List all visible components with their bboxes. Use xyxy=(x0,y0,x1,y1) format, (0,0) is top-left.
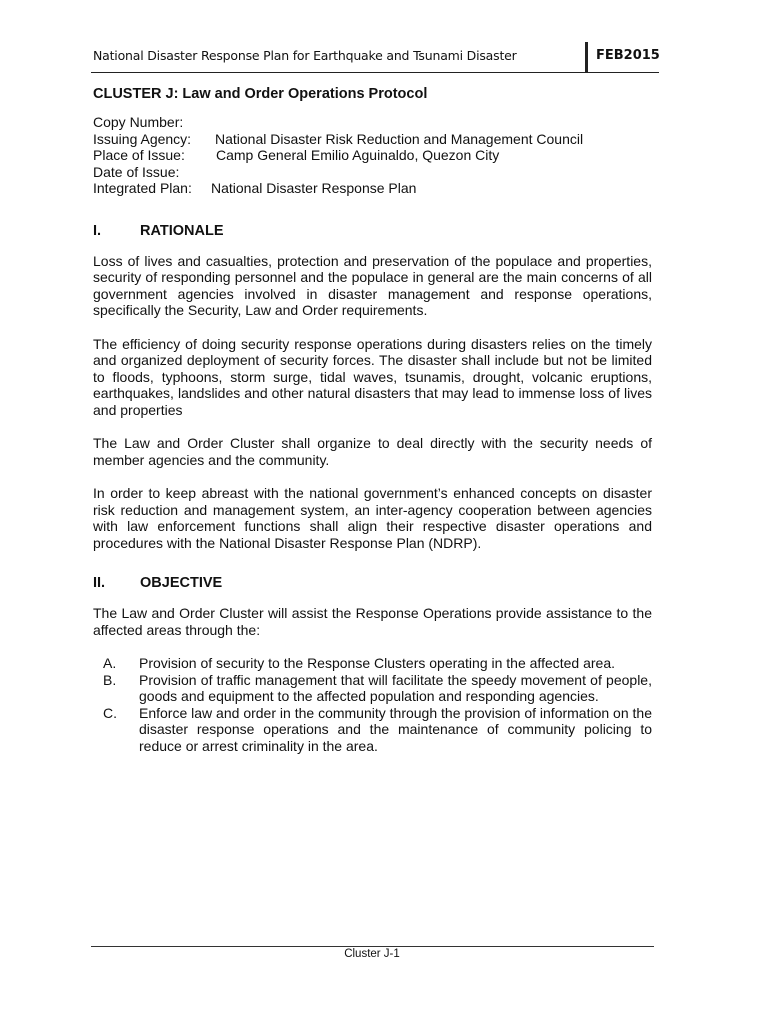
cluster-title: CLUSTER J: Law and Order Operations Protocol xyxy=(93,86,428,102)
integrated-value: National Disaster Response Plan xyxy=(211,180,417,196)
footer-rule xyxy=(91,946,654,947)
meta-integrated-plan xyxy=(93,180,652,197)
rationale-paragraph-1: Loss of lives and casualties, protection and preservation of the populace and properties, security of responding personnel and the populace in general are the main concerns of all government agencies involved in disaster management and response operations, specifically the Security, Law and Order requirements. xyxy=(93,252,652,318)
list-item xyxy=(93,705,652,755)
meta-copy-number xyxy=(93,114,652,131)
list-marker: A. xyxy=(103,655,117,671)
page-header xyxy=(91,42,659,73)
list-marker: B. xyxy=(103,671,117,688)
copy-number-label: Copy Number: xyxy=(93,114,184,130)
section-heading-objective xyxy=(93,575,652,591)
meta-place-of-issue xyxy=(93,147,652,164)
document-metadata xyxy=(93,114,652,197)
section-number: II. xyxy=(93,575,106,591)
rationale-paragraph-3: The Law and Order Cluster shall organize to deal directly with the security needs of member agencies and the community. xyxy=(93,435,652,468)
page-number: Cluster J-1 xyxy=(344,948,400,960)
section-title: OBJECTIVE xyxy=(140,575,223,591)
issuing-agency-label: Issuing Agency: xyxy=(93,130,192,147)
rationale-paragraph-4: In order to keep abreast with the national government’s enhanced concepts on disaster risk reduction and management system, an inter-agency cooperation between agencies with law enforcement functions shall align their respective disaster operations and procedures with the National Disaster Response Plan (NDRP). xyxy=(93,485,652,551)
section-heading-rationale xyxy=(93,223,652,239)
list-item xyxy=(93,655,652,672)
header-divider xyxy=(585,42,588,73)
list-item-text: Provision of traffic management that will facilitate the speedy movement of people, goods and equipment to the affected population and responding agencies. xyxy=(139,671,652,704)
list-marker: C. xyxy=(103,704,117,721)
header-title: National Disaster Response Plan for Earthquake and Tsunami Disaster xyxy=(93,48,517,63)
objective-list xyxy=(93,655,652,754)
rationale-paragraph-2: The efficiency of doing security response operations during disasters relies on the timely and organized deployment of security forces. The disaster shall include but not be limited to floods, typhoons, storm surge, tidal waves, tsunamis, drought, volcanic eruptions, earthquakes, landslides and other natural disasters that may lead to immense loss of lives and properties xyxy=(93,335,652,418)
place-value: Camp General Emilio Aguinaldo, Quezon City xyxy=(216,147,500,163)
issuing-agency-value: National Disaster Risk Reduction and Management Council xyxy=(215,130,584,147)
date-label: Date of Issue: xyxy=(93,163,180,180)
meta-issuing-agency xyxy=(93,131,652,148)
page-footer xyxy=(0,948,768,960)
document-body xyxy=(93,86,652,754)
header-date: FEB2015 xyxy=(596,48,660,63)
list-item-text: Provision of security to the Response Clusters operating in the affected area. xyxy=(139,655,616,671)
objective-paragraph: The Law and Order Cluster will assist the Response Operations provide assistance to the affected areas through the: xyxy=(93,605,652,638)
meta-date-of-issue xyxy=(93,164,652,181)
place-label: Place of Issue: xyxy=(93,147,185,163)
integrated-label: Integrated Plan: xyxy=(93,180,192,196)
list-item-text: Enforce law and order in the community through the provision of information on the disaster response operations and the maintenance of community policing to reduce or arrest criminality in the area. xyxy=(139,704,652,754)
section-number: I. xyxy=(93,222,102,239)
list-item xyxy=(93,672,652,705)
section-title: RATIONALE xyxy=(140,222,224,239)
